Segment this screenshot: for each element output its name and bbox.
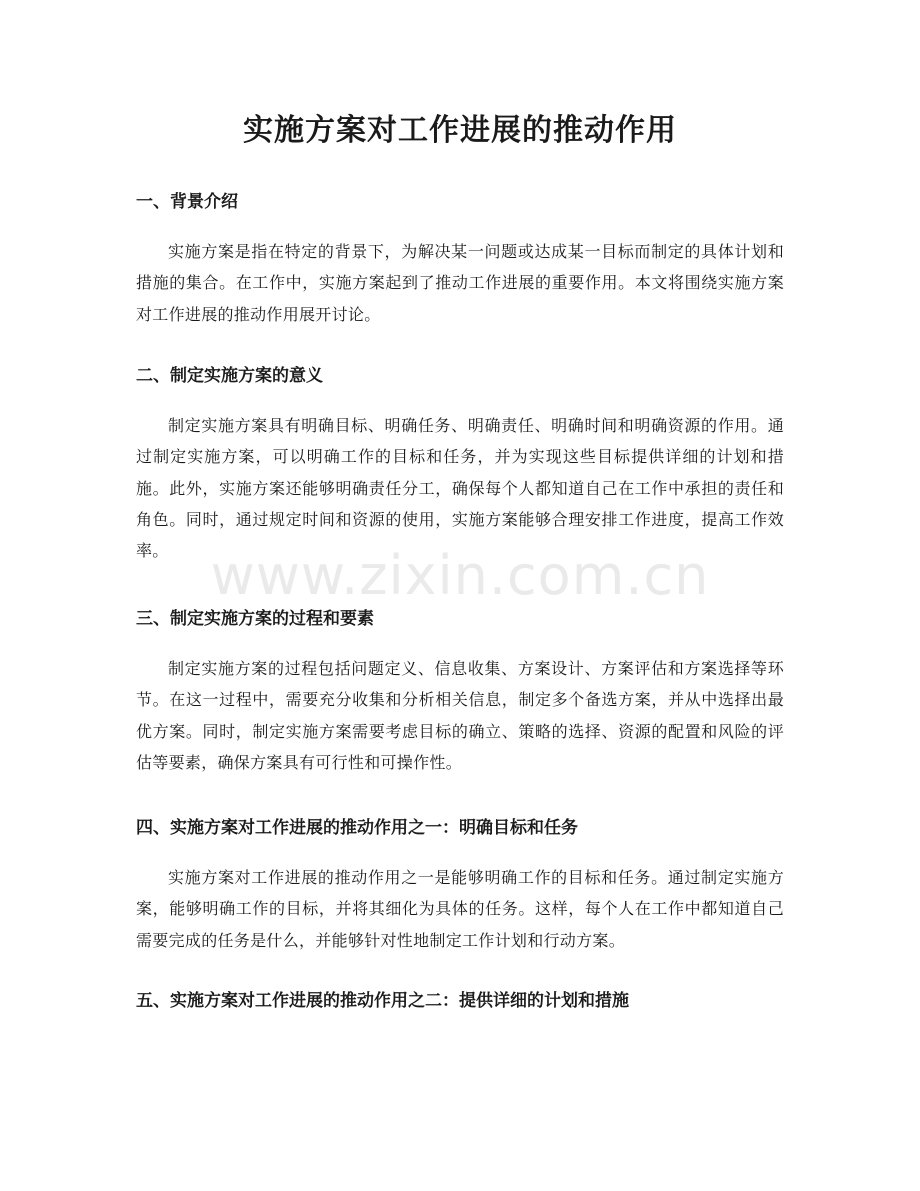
watermark: www.zixin.com.cn	[210, 544, 710, 607]
section-heading: 二、制定实施方案的意义	[136, 366, 323, 386]
section-paragraph: 制定实施方案的过程包括问题定义、信息收集、方案设计、方案评估和方案选择等环节。在这一过程中，需要充分收集和分析相关信息，制定多个备选方案，并从中选择出最优方案。同时，制定实施方案需要考虑目标的确立、策略的选择、资源的配置和风险的评估等要素，确保方案具有可行性和可操作性。	[136, 659, 784, 772]
section-heading: 一、背景介绍	[136, 192, 238, 212]
section-significance	[136, 363, 784, 566]
section-heading: 四、实施方案对工作进展的推动作用之一：明确目标和任务	[136, 818, 578, 838]
section-detailed-plans	[136, 988, 784, 1014]
section-paragraph: 制定实施方案具有明确目标、明确任务、明确责任、明确时间和明确资源的作用。通过制定实施方案，可以明确工作的目标和任务，并为实现这些目标提供详细的计划和措施。此外，实施方案还能够明确责任分工，确保每个人都知道自己在工作中承担的责任和角色。同时，通过规定时间和资源的使用，实施方案能够合理安排工作进度，提高工作效率。	[136, 416, 784, 561]
section-heading: 五、实施方案对工作进展的推动作用之二：提供详细的计划和措施	[136, 991, 629, 1011]
section-background	[136, 189, 784, 330]
document-title: 实施方案对工作进展的推动作用	[243, 113, 677, 148]
section-process-elements	[136, 606, 784, 778]
section-heading: 三、制定实施方案的过程和要素	[136, 609, 374, 629]
section-paragraph: 实施方案对工作进展的推动作用之一是能够明确工作的目标和任务。通过制定实施方案，能够明确工作的目标，并将其细化为具体的任务。这样，每个人在工作中都知道自己需要完成的任务是什么，并能够针对性地制定工作计划和行动方案。	[136, 868, 784, 950]
section-clear-goals	[136, 815, 784, 956]
section-paragraph: 实施方案是指在特定的背景下，为解决某一问题或达成某一目标而制定的具体计划和措施的集合。在工作中，实施方案起到了推动工作进展的重要作用。本文将围绕实施方案对工作进展的推动作用展开讨论。	[136, 242, 784, 324]
